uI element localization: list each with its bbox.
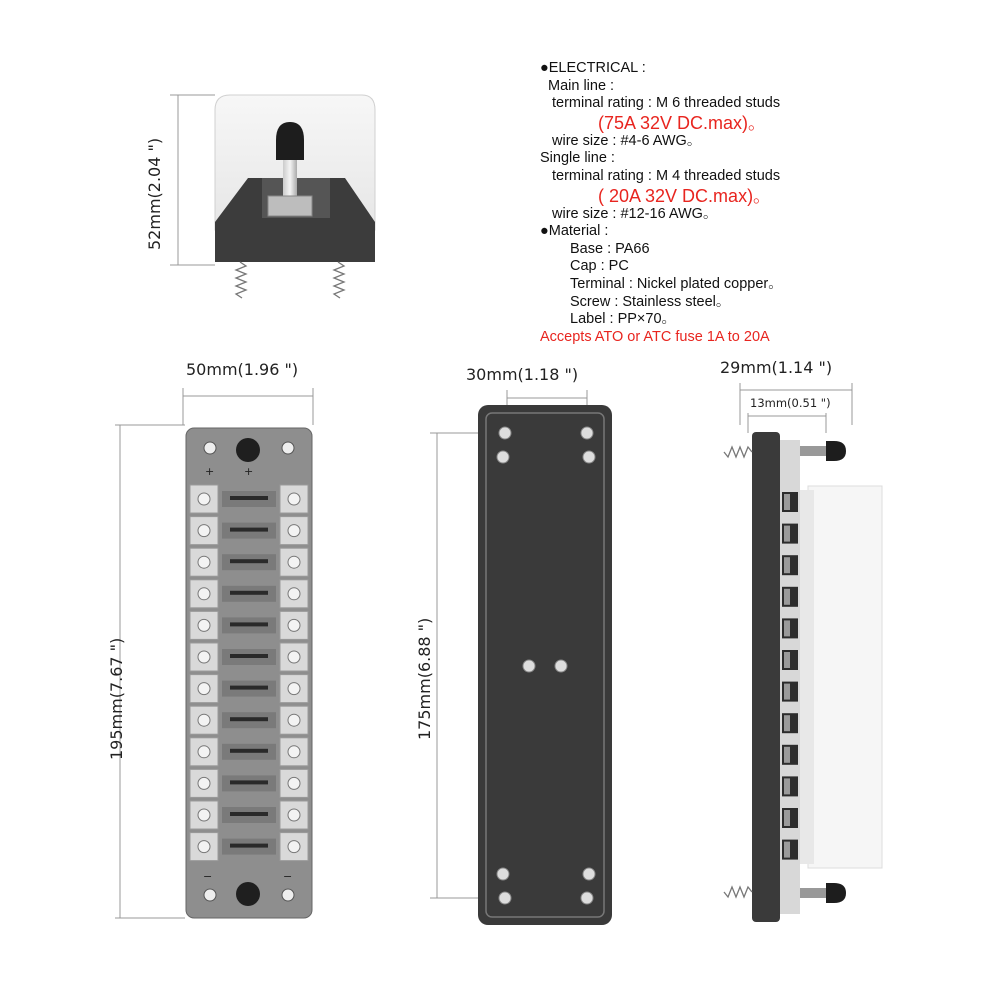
material-screw: Screw : Stainless steel。 bbox=[570, 293, 731, 310]
screw-icon bbox=[198, 525, 210, 537]
single-wire-size: wire size : #12-16 AWG。 bbox=[552, 205, 718, 222]
screw-icon bbox=[288, 525, 300, 537]
fuse-blade-slot bbox=[230, 496, 268, 500]
side-terminal-screw bbox=[784, 652, 790, 668]
side-knob-bottom bbox=[826, 883, 846, 903]
side-base bbox=[752, 432, 780, 922]
back-screw-icon bbox=[581, 892, 593, 904]
side-terminal-screw bbox=[784, 494, 790, 510]
front-screw-icon bbox=[204, 442, 216, 454]
single-terminal-rating: terminal rating : M 4 threaded studs bbox=[552, 167, 781, 184]
side-stud-top bbox=[800, 446, 826, 456]
material-terminal: Terminal : Nickel plated copper。 bbox=[570, 275, 783, 292]
back-screw-icon bbox=[499, 427, 511, 439]
side-terminal-screw bbox=[784, 526, 790, 542]
back-view bbox=[415, 365, 612, 925]
length-front-dimension: 195mm(7.67 ") bbox=[107, 637, 126, 760]
fuse-blade-slot bbox=[230, 717, 268, 721]
material-cap: Cap : PC bbox=[570, 258, 629, 275]
depth-side-dimension: 29mm(1.14 ") bbox=[720, 358, 833, 377]
fuse-blade-slot bbox=[230, 686, 268, 690]
side-terminal-screw bbox=[784, 747, 790, 763]
main-wire-size: wire size : #4-6 AWG。 bbox=[552, 132, 702, 149]
screw-icon bbox=[198, 493, 210, 505]
single-line-label: Single line : bbox=[540, 150, 615, 167]
single-rating: ( 20A 32V DC.max)。 bbox=[598, 185, 772, 206]
front-stud-bottom bbox=[236, 882, 260, 906]
screw-icon bbox=[288, 493, 300, 505]
screw-icon bbox=[198, 777, 210, 789]
screw-icon bbox=[288, 746, 300, 758]
material-label: Label : PP×70。 bbox=[570, 311, 677, 328]
back-screw-icon bbox=[581, 427, 593, 439]
width-back-dimension: 30mm(1.18 ") bbox=[466, 365, 579, 384]
top-knob bbox=[276, 122, 304, 160]
side-cap bbox=[808, 486, 882, 868]
main-rating: (75A 32V DC.max)。 bbox=[598, 112, 767, 133]
fuse-blade-slot bbox=[230, 780, 268, 784]
back-screw-icon bbox=[583, 868, 595, 880]
back-screw-icon bbox=[583, 451, 595, 463]
top-stud bbox=[283, 160, 297, 200]
screw-icon bbox=[198, 809, 210, 821]
top-nut bbox=[268, 196, 312, 216]
screw-icon bbox=[198, 714, 210, 726]
front-screw-icon bbox=[204, 889, 216, 901]
material-heading: ●Material : bbox=[540, 223, 609, 240]
length-back-dimension: 175mm(6.88 ") bbox=[415, 617, 434, 740]
screw-icon bbox=[288, 651, 300, 663]
side-terminal-screw bbox=[784, 620, 790, 636]
fuse-blade-slot bbox=[230, 591, 268, 595]
side-terminal-screw bbox=[784, 557, 790, 573]
negative-mark: − bbox=[283, 870, 293, 883]
screw-icon bbox=[198, 651, 210, 663]
screw-icon bbox=[198, 841, 210, 853]
screw-icon bbox=[288, 619, 300, 631]
width-front-dimension: 50mm(1.96 ") bbox=[186, 360, 299, 379]
side-view bbox=[720, 358, 882, 922]
fuse-blade-slot bbox=[230, 622, 268, 626]
main-line-label: Main line : bbox=[548, 77, 615, 94]
fuse-blade-slot bbox=[230, 749, 268, 753]
height-top-dimension: 52mm(2.04 ") bbox=[145, 137, 164, 250]
side-spring-bottom bbox=[724, 887, 752, 897]
positive-mark: + bbox=[244, 465, 254, 478]
fuse-blade-slot bbox=[230, 528, 268, 532]
side-stud-bottom bbox=[800, 888, 826, 898]
side-terminal-screw bbox=[784, 810, 790, 826]
screw-icon bbox=[198, 619, 210, 631]
back-screw-icon bbox=[499, 892, 511, 904]
screw-icon bbox=[288, 588, 300, 600]
top-spring-left bbox=[236, 262, 246, 298]
screw-icon bbox=[198, 588, 210, 600]
top-spring-right bbox=[334, 262, 344, 298]
front-screw-icon bbox=[282, 442, 294, 454]
side-terminal-screw bbox=[784, 684, 790, 700]
screw-icon bbox=[198, 746, 210, 758]
material-base: Base : PA66 bbox=[570, 240, 650, 257]
side-terminal-screw bbox=[784, 778, 790, 794]
fuse-blade-slot bbox=[230, 654, 268, 658]
top-view bbox=[145, 95, 375, 298]
front-stud-top bbox=[236, 438, 260, 462]
side-terminal-screw bbox=[784, 589, 790, 605]
fuse-blade-slot bbox=[230, 844, 268, 848]
screw-icon bbox=[288, 809, 300, 821]
side-terminal-screw bbox=[784, 715, 790, 731]
back-screw-icon bbox=[523, 660, 535, 672]
screw-icon bbox=[198, 683, 210, 695]
screw-icon bbox=[288, 683, 300, 695]
front-screw-icon bbox=[282, 889, 294, 901]
back-body bbox=[478, 405, 612, 925]
screw-icon bbox=[288, 714, 300, 726]
screw-icon bbox=[288, 841, 300, 853]
back-screw-icon bbox=[497, 868, 509, 880]
fuse-blade-slot bbox=[230, 559, 268, 563]
negative-mark: − bbox=[203, 870, 213, 883]
fuse-note: Accepts ATO or ATC fuse 1A to 20A bbox=[540, 328, 770, 345]
side-knob-top bbox=[826, 441, 846, 461]
main-terminal-rating: terminal rating : M 6 threaded studs bbox=[552, 95, 781, 112]
screw-icon bbox=[288, 777, 300, 789]
positive-mark: + bbox=[205, 465, 215, 478]
fuse-blade-slot bbox=[230, 812, 268, 816]
front-view bbox=[107, 360, 313, 918]
screw-icon bbox=[288, 556, 300, 568]
back-screw-icon bbox=[497, 451, 509, 463]
back-screw-icon bbox=[555, 660, 567, 672]
side-spring-top bbox=[724, 447, 752, 457]
screw-icon bbox=[198, 556, 210, 568]
side-terminal-screw bbox=[784, 842, 790, 858]
depth-side-inner-dimension: 13mm(0.51 ") bbox=[750, 396, 831, 410]
side-cap-edge bbox=[800, 490, 814, 864]
electrical-heading: ●ELECTRICAL : bbox=[540, 60, 646, 76]
